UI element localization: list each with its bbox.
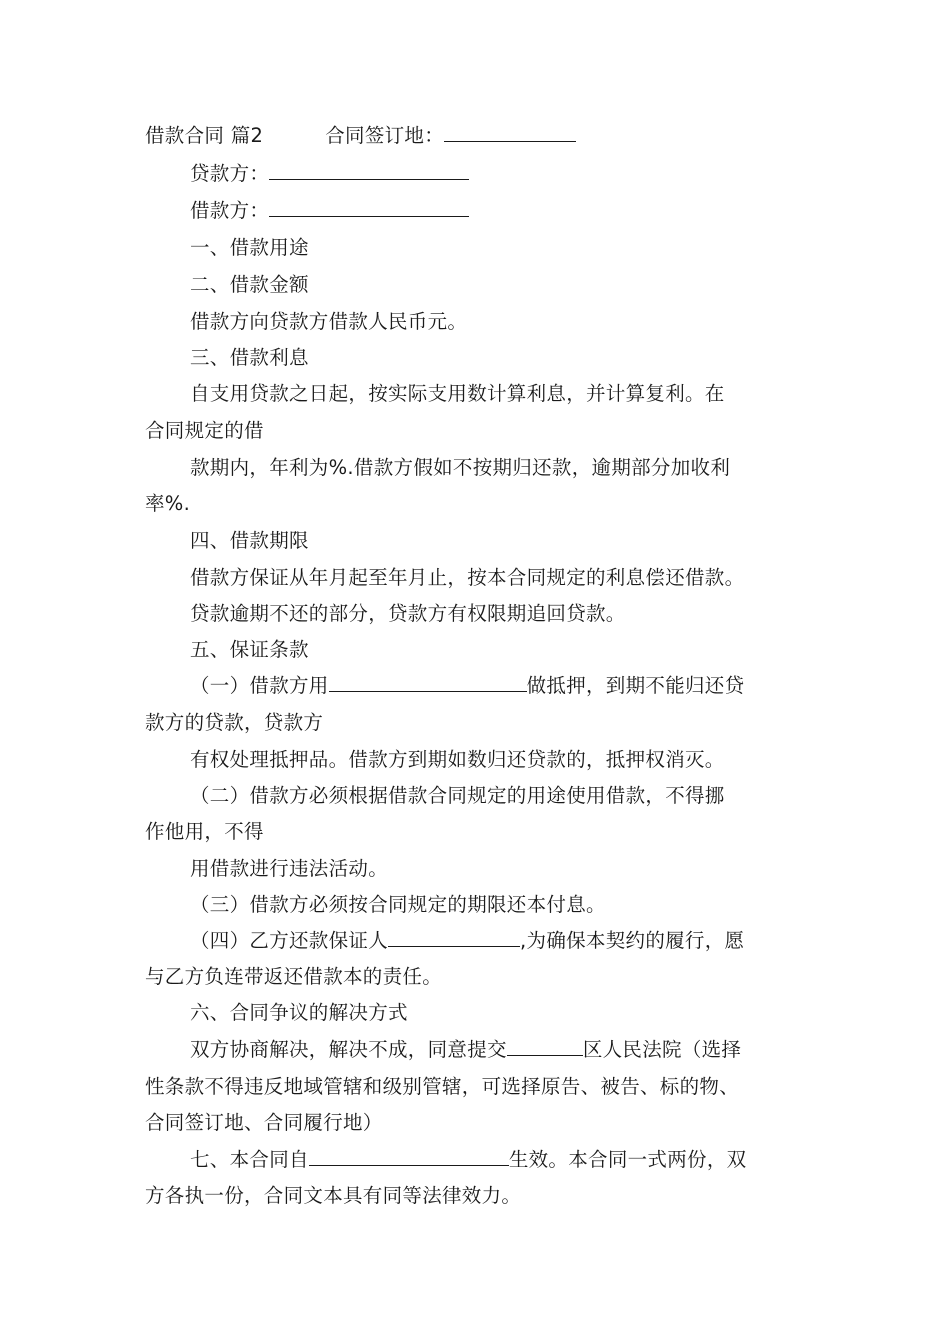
- paragraph-line: 有权处理抵押品。借款方到期如数归还贷款的，抵押权消灭。: [190, 748, 725, 771]
- paragraph-line: （二）借款方必须根据借款合同规定的用途使用借款，不得挪: [190, 784, 725, 807]
- document-title: 借款合同 篇2: [145, 124, 264, 147]
- clause-text: （一）借款方用: [190, 674, 329, 697]
- paragraph-line: 作他用，不得: [145, 820, 264, 843]
- paragraph-line: 贷款逾期不还的部分，贷款方有权限期追回贷款。: [190, 602, 626, 625]
- section-heading: 三、借款利息: [190, 346, 309, 369]
- borrower-blank: [269, 198, 469, 217]
- signing-place-label: 合同签订地：: [325, 124, 445, 147]
- paragraph-line: [190, 1036, 870, 1064]
- paragraph-line: 自支用贷款之日起，按实际支用数计算利息，并计算复利。在: [190, 382, 725, 405]
- paragraph-line: （三）借款方必须按合同规定的期限还本付息。: [190, 893, 606, 916]
- paragraph-line: 与乙方负连带返还借款本的责任。: [145, 965, 443, 988]
- clause-text: 双方协商解决，解决不成，同意提交: [190, 1038, 507, 1061]
- section-heading: 二、借款金额: [190, 273, 309, 296]
- court-blank: [507, 1037, 583, 1056]
- title-line: [145, 122, 825, 150]
- lender-line: [190, 160, 870, 188]
- clause-text: 生效。本合同一式两份，双: [508, 1148, 747, 1171]
- paragraph-line: 用借款进行违法活动。: [190, 857, 389, 880]
- section-heading: 四、借款期限: [190, 529, 309, 552]
- section-heading: 五、保证条款: [190, 638, 309, 661]
- paragraph-line: 借款方保证从年月起至年月止，按本合同规定的利息偿还借款。: [190, 566, 745, 589]
- clause-text: 区人民法院（选择: [582, 1038, 742, 1061]
- paragraph-line: 款期内，年利为%.借款方假如不按期归还款，逾期部分加收利: [190, 456, 731, 479]
- borrower-line: [190, 197, 870, 225]
- paragraph-line: [190, 1146, 870, 1174]
- clause-text: （四）乙方还款保证人: [190, 929, 389, 952]
- section-heading: 六、合同争议的解决方式: [190, 1001, 408, 1024]
- paragraph-line: 方各执一份，合同文本具有同等法律效力。: [145, 1184, 522, 1207]
- paragraph-line: 款方的贷款，贷款方: [145, 711, 324, 734]
- effective-date-blank: [309, 1147, 509, 1166]
- clause-text: 七、本合同自: [190, 1148, 309, 1171]
- guarantor-blank: [388, 928, 520, 947]
- paragraph-line: 借款方向贷款方借款人民币元。: [190, 310, 468, 333]
- collateral-blank: [329, 673, 527, 692]
- section-heading: 一、借款用途: [190, 236, 309, 259]
- paragraph-line: 率%.: [145, 492, 191, 515]
- lender-blank: [269, 161, 469, 180]
- signing-place-blank: [444, 123, 576, 142]
- clause-text: 做抵押，到期不能归还贷: [526, 674, 745, 697]
- paragraph-line: 合同签订地、合同履行地）: [145, 1111, 383, 1134]
- paragraph-line: [190, 672, 870, 700]
- lender-label: 贷款方：: [190, 162, 270, 185]
- clause-text: ,为确保本契约的履行，愿: [520, 929, 745, 952]
- paragraph-line: 性条款不得违反地域管辖和级别管辖，可选择原告、被告、标的物、: [145, 1075, 740, 1098]
- paragraph-line: [190, 927, 870, 955]
- paragraph-line: 合同规定的借: [145, 419, 264, 442]
- borrower-label: 借款方：: [190, 199, 270, 222]
